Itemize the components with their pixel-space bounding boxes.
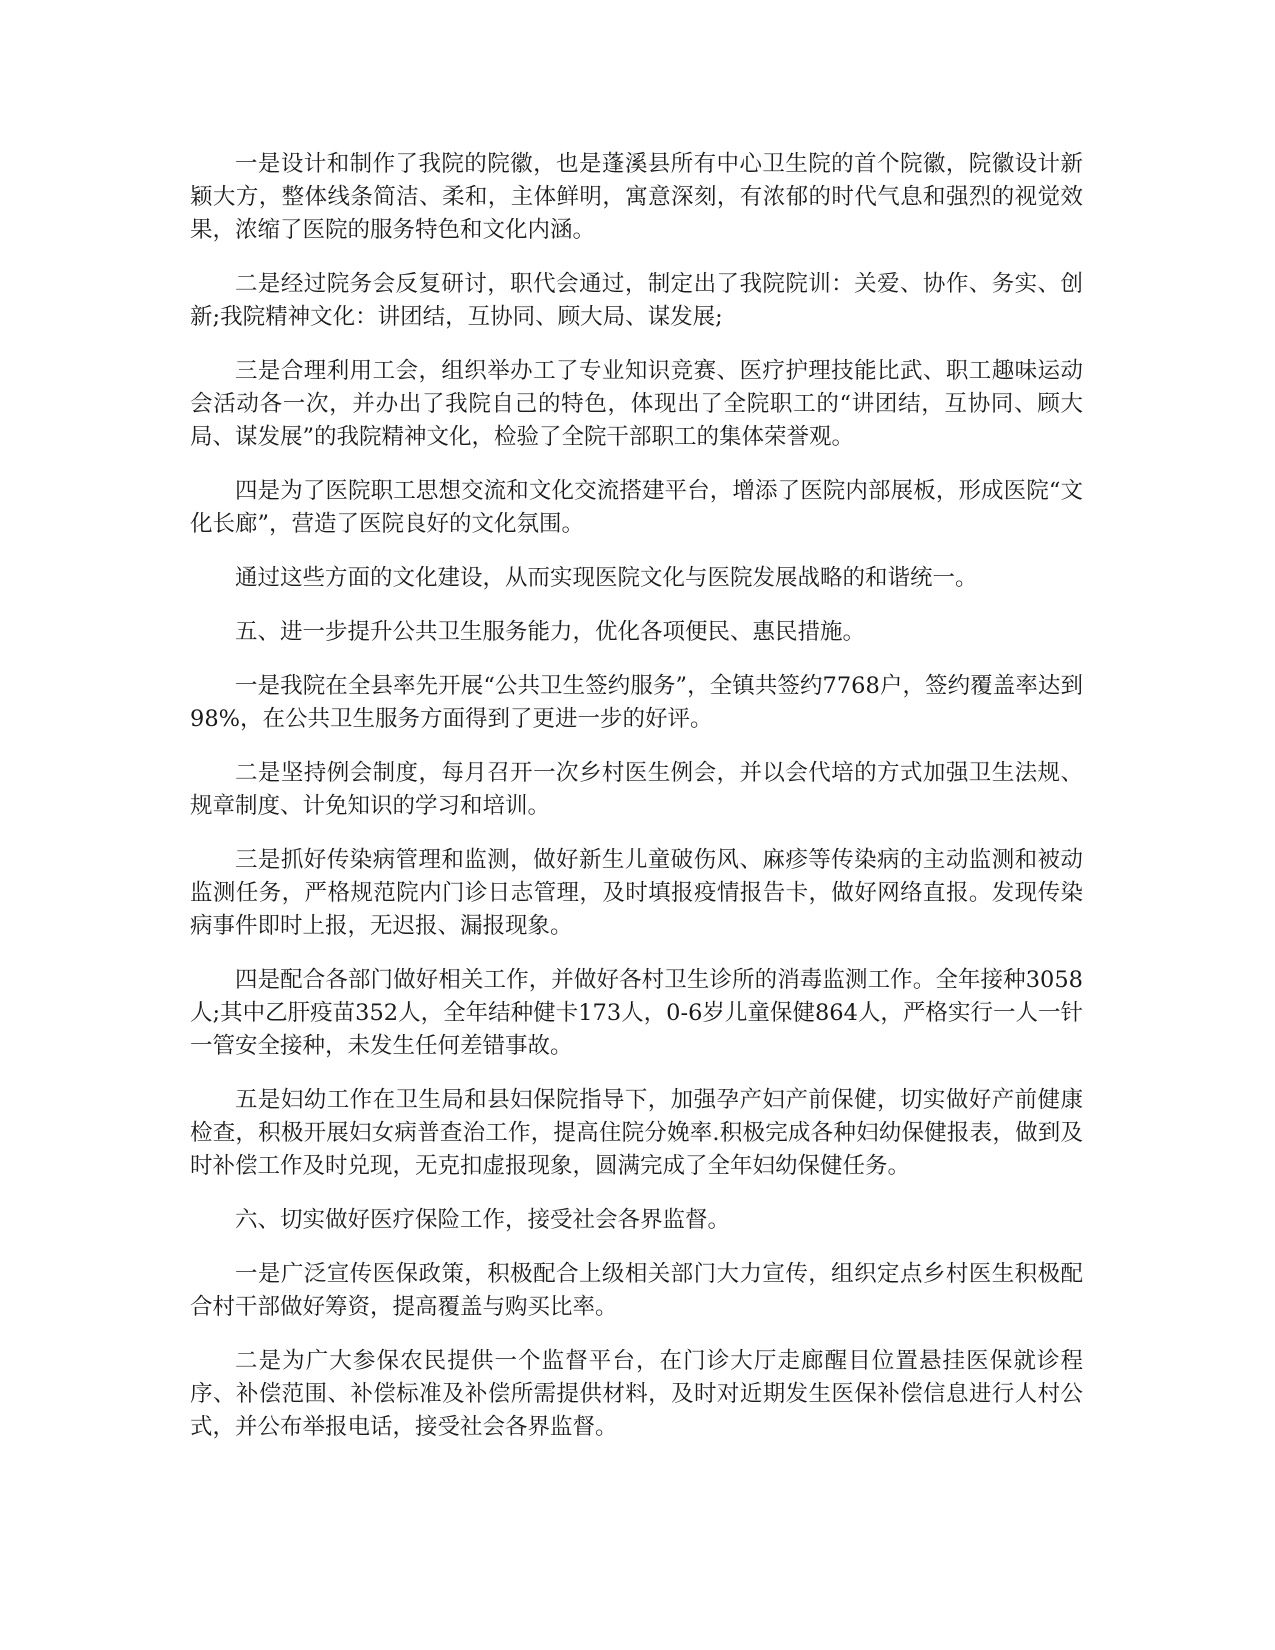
paragraph-motto: 二是经过院务会反复研讨，职代会通过，制定出了我院院训：关爱、协作、务实、创新;我院精神文化：讲团结，互协同、顾大局、谋发展; xyxy=(190,271,1083,330)
paragraph-infectious-disease: 三是抓好传染病管理和监测，做好新生儿童破伤风、麻疹等传染病的主动监测和被动监测任务，严格规范院内门诊日志管理，及时填报疫情报告卡，做好网络直报。发现传染病事件即时上报，无迟报、漏报现象。 xyxy=(190,847,1083,939)
paragraph-supervision-platform: 二是为广大参保农民提供一个监督平台，在门诊大厅走廊醒目位置悬挂医保就诊程序、补偿范围、补偿标准及补偿所需提供材料，及时对近期发生医保补偿信息进行人村公式，并公布举报电话，接受社会各界监督。 xyxy=(190,1348,1083,1440)
paragraph-union-activities: 三是合理利用工会，组织举办工了专业知识竞赛、医疗护理技能比武、职工趣味运动会活动各一次，并办出了我院自己的特色，体现出了全院职工的“讲团结，互协同、顾大局、谋发展”的我院精神文化，检验了全院干部职工的集体荣誉观。 xyxy=(190,358,1083,450)
paragraph-emblem: 一是设计和制作了我院的院徽，也是蓬溪县所有中心卫生院的首个院徽，院徽设计新颖大方，整体线条简洁、柔和，主体鲜明，寓意深刻，有浓郁的时代气息和强烈的视觉效果，浓缩了医院的服务特色和文化内涵。 xyxy=(190,151,1083,243)
document-body xyxy=(190,148,1083,1465)
paragraph-signing-service: 一是我院在全县率先开展“公共卫生签约服务”，全镇共签约7768户，签约覆盖率达到98%，在公共卫生服务方面得到了更进一步的好评。 xyxy=(190,673,1083,732)
section-heading-five: 五、进一步提升公共卫生服务能力，优化各项便民、惠民措施。 xyxy=(235,619,866,645)
paragraph-vaccination: 四是配合各部门做好相关工作，并做好各村卫生诊所的消毒监测工作。全年接种3058人;其中乙肝疫苗352人，全年结种健卡173人，0-6岁儿童保健864人，严格实行一人一针一管安全接种，未发生任何差错事故。 xyxy=(190,967,1083,1059)
paragraph-culture-corridor: 四是为了医院职工思想交流和文化交流搭建平台，增添了医院内部展板，形成医院“文化长廊”，营造了医院良好的文化氛围。 xyxy=(190,478,1083,537)
paragraph-insurance-publicity: 一是广泛宣传医保政策，积极配合上级相关部门大力宣传，组织定点乡村医生积极配合村干部做好筹资，提高覆盖与购买比率。 xyxy=(190,1261,1083,1320)
section-heading-six: 六、切实做好医疗保险工作，接受社会各界监督。 xyxy=(235,1207,731,1233)
paragraph-maternal-child: 五是妇幼工作在卫生局和县妇保院指导下，加强孕产妇产前保健，切实做好产前健康检查，积极开展妇女病普查治工作，提高住院分娩率.积极完成各种妇幼保健报表，做到及时补偿工作及时兑现，无克扣虚报现象，圆满完成了全年妇幼保健任务。 xyxy=(190,1087,1083,1179)
paragraph-regular-meetings: 二是坚持例会制度，每月召开一次乡村医生例会，并以会代培的方式加强卫生法规、规章制度、计免知识的学习和培训。 xyxy=(190,760,1083,819)
paragraph-culture-summary: 通过这些方面的文化建设，从而实现医院文化与医院发展战略的和谐统一。 xyxy=(235,565,978,591)
